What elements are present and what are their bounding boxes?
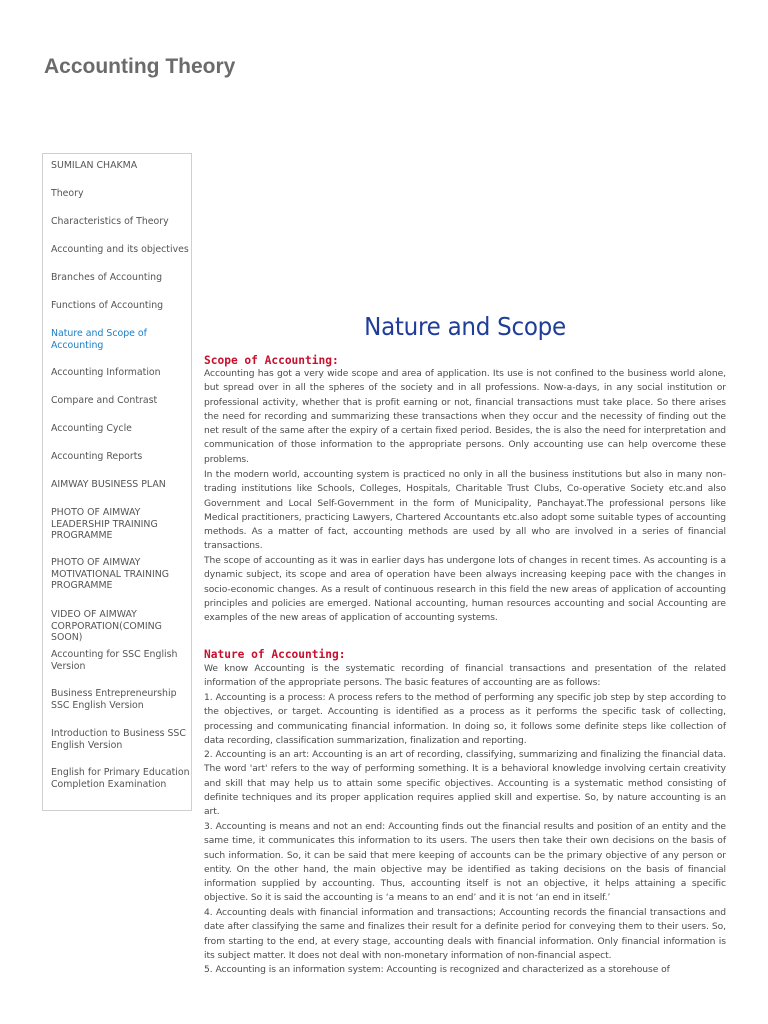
sidebar-item-ssc-accounting[interactable] <box>51 649 191 672</box>
sidebar-item-characteristics[interactable] <box>51 216 191 228</box>
nature-heading: Nature of Accounting: <box>204 648 346 661</box>
sidebar-link[interactable]: Accounting for SSC English Version <box>51 649 178 672</box>
sidebar-item-sumilan-chakma[interactable] <box>51 160 191 172</box>
site-title: Accounting Theory <box>44 55 236 78</box>
nature-paragraph: 1. Accounting is a process: A process refers to the method of performing any specific job step by step according to the objectives, or target. Accounting is identified as a process as it performs the specific task of collecting, processing and communicating financial information. In doing so, it follows some definite steps like collection of data recording, classification summarization, finalization and reporting. <box>204 693 726 746</box>
sidebar-item-ssc-business[interactable] <box>51 728 191 751</box>
nature-paragraph: 2. Accounting is an art: Accounting is an art of recording, classifying, summarizing and finalizing the financial data. The word 'art' refers to the way of performing something. It is a behavioral knowledge involving certain creativity and skill that may help us to attain some specific objectives. Accounting is a systematic method consisting of definite techniques and its proper application requires applied skill and expertise. So, by nature accounting is an art. <box>204 750 726 818</box>
sidebar-link[interactable]: Compare and Contrast <box>51 395 158 406</box>
sidebar-link[interactable]: VIDEO OF AIMWAY CORPORATION(COMING SOON) <box>51 609 162 644</box>
sidebar-item-ssc-entrepreneurship[interactable] <box>51 688 191 711</box>
sidebar-item-motivational-photo[interactable] <box>51 557 191 592</box>
sidebar-link[interactable]: Introduction to Business SSC English Version <box>51 728 186 751</box>
sidebar-item-theory[interactable] <box>51 188 191 200</box>
sidebar-item-nature-scope[interactable] <box>51 328 191 351</box>
sidebar-link[interactable]: Theory <box>51 188 84 199</box>
sidebar-item-functions[interactable] <box>51 300 191 312</box>
sidebar-item-compare[interactable] <box>51 395 191 407</box>
sidebar-link[interactable]: PHOTO OF AIMWAY MOTIVATIONAL TRAINING PROGRAMME <box>51 557 170 592</box>
sidebar-item-primary-english[interactable] <box>51 767 191 790</box>
sidebar-link[interactable]: SUMILAN CHAKMA <box>51 160 138 171</box>
sidebar-item-cycle[interactable] <box>51 423 191 435</box>
sidebar-link[interactable]: Characteristics of Theory <box>51 216 169 227</box>
sidebar-nav <box>42 153 192 811</box>
sidebar-link-active[interactable]: Nature and Scope of Accounting <box>51 328 147 351</box>
sidebar-link[interactable]: Accounting Reports <box>51 451 143 462</box>
sidebar-item-aimway-video[interactable] <box>51 609 191 644</box>
nature-paragraph: 3. Accounting is means and not an end: Accounting finds out the financial results and position of an entity and the same time, it communicates this information to its users. The users then take their own decisions on the basis of such information. So, it can be said that mere keeping of accounts can be the primary objective of any person or entity. On the other hand, the main objective may be identified as taking decisions on the basis of financial information supplied by accounting. Thus, accounting itself is not an objective, it helps attaining a specific objective. So it is said the accounting is ‘a means to an end’ and it is not ‘an end in itself.’ <box>204 822 726 904</box>
sidebar-link[interactable]: Accounting Cycle <box>51 423 132 434</box>
scope-paragraph: The scope of accounting as it was in earlier days has undergone lots of changes in recent times. As accounting is a dynamic subject, its scope and area of operation have been always increasing keeping pace with the changes in socio-economic changes. As a result of continuous research in this field the new areas of application of accounting principles and policies are emerged. National accounting, human resources accounting and social Accounting are examples of the new areas of application of accounting systems. <box>204 556 726 624</box>
sidebar-item-reports[interactable] <box>51 451 191 463</box>
nature-paragraph: 4. Accounting deals with financial information and transactions; Accounting records the financial transactions and date after classifying the same and finalizes their result for a definite period for conveying them to their users. So, from starting to the end, at every stage, accounting deals with financial information. Only financial information is its subject matter. It does not deal with non-monetary information of non-financial aspect. <box>204 908 726 961</box>
sidebar-link[interactable]: AIMWAY BUSINESS PLAN <box>51 479 166 490</box>
sidebar-item-aimway-plan[interactable] <box>51 479 191 491</box>
sidebar-item-information[interactable] <box>51 367 191 379</box>
heading-wrap <box>204 312 726 341</box>
sidebar-link[interactable]: Accounting and its objectives <box>51 244 189 255</box>
sidebar-link[interactable]: English for Primary Education Completion Examination <box>51 767 190 790</box>
sidebar-item-leadership-photo[interactable] <box>51 507 191 542</box>
sidebar-link[interactable]: Business Entrepreneurship SSC English Version <box>51 688 177 711</box>
sidebar-item-objectives[interactable] <box>51 244 191 256</box>
scope-heading: Scope of Accounting: <box>204 354 339 367</box>
nature-paragraph: We know Accounting is the systematic recording of financial transactions and presentation of the related information of the appropriate persons. The basic features of accounting are as follows: <box>204 664 726 689</box>
nature-paragraph: 5. Accounting is an information system: Accounting is recognized and characterized as a storehouse of <box>204 965 670 975</box>
scope-paragraph: Accounting has got a very wide scope and area of application. Its use is not confined to the business world alone, but spread over in all the spheres of the society and in all professions. Now-a-days, in any social institution or professional activity, whether that is profit earning or not, financial transactions must take place. So there arises the need for recording and summarizing these transactions when they occur and the necessity of finding out the net result of the same after the expiry of a certain fixed period. Besides, the is also the need for interpretation and communication of those information to the appropriate persons. Only accounting use can help overcome these problems. <box>204 369 726 465</box>
sidebar-link[interactable]: PHOTO OF AIMWAY LEADERSHIP TRAINING PROGRAMME <box>51 507 158 542</box>
sidebar-link[interactable]: Branches of Accounting <box>51 272 163 283</box>
sidebar-link[interactable]: Functions of Accounting <box>51 300 164 311</box>
page-heading: Nature and Scope <box>364 312 566 341</box>
scope-paragraph: In the modern world, accounting system is practiced no only in all the business institutions but also in many non-trading institutions like Schools, Colleges, Hospitals, Charitable Trust Clubs, Co-operative Society etc.and also Government and Local Self-Government in the form of Municipality, Panchayat.The professional persons like Medical practitioners, practicing Lawyers, Chartered Accountants etc.also adopt some suitable types of accounting methods. As a matter of fact, accounting methods are used by all who are involved in a series of financial transactions. <box>204 470 726 552</box>
sidebar-item-branches[interactable] <box>51 272 191 284</box>
sidebar-link[interactable]: Accounting Information <box>51 367 161 378</box>
